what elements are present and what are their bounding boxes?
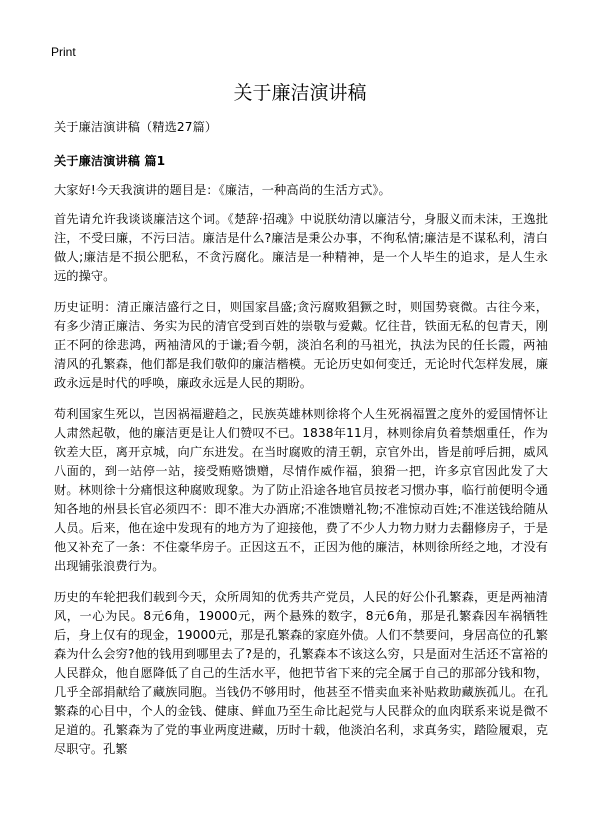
section-heading: 关于廉洁演讲稿 篇1 bbox=[54, 154, 166, 168]
paragraph: 历史证明：清正廉洁盛行之日，则国家昌盛;贪污腐败猖獗之时，则国势衰微。古往今来，有多少清正廉洁、务实为民的清官受到百姓的崇敬与爱戴。忆往昔，铁面无私的包青天，刚正不阿的徐悲鸿，两袖清风的于谦;看今朝，淡泊名利的马祖光，执法为民的任长霞，两袖清风的孔繁森，他们都是我们敬仰的廉洁楷模。无论历史如何变迁，无论时代怎样发展，廉政永远是时代的呼唤，廉政永远是人民的期盼。 bbox=[54, 300, 548, 390]
paragraph: 大家好!今天我演讲的题目是：《廉洁，一种高尚的生活方式》。 bbox=[54, 183, 391, 197]
print-link[interactable]: Print bbox=[51, 45, 76, 59]
paragraph: 苟利国家生死以，岂因祸福避趋之，民族英雄林则徐将个人生死祸福置之度外的爱国情怀让人肃然起敬，他的廉洁更是让人们赞叹不已。1838年11月，林则徐肩负着禁烟重任，作为钦差大臣，离开京城，向广东进发。在当时腐败的清王朝，京官外出，皆是前呼后拥，威风八面的，到一站停一站，接受贿赂馈赠，尽情作威作福，狼猾一把，许多京官因此发了大财。林则徐十分痛恨这种腐败现象。为了防止沿途各地官员按老习惯办事，临行前便明令通知各地的州县长官必须四不：即不准大办酒席;不准馈赠礼物;不准惊动百姓;不准送钱给随从人员。后来，他在途中发现有的地方为了迎接他，费了不少人力物力财力去翻修房子，于是他又补充了一条：不住豪华房子。正因这五不，正因为他的廉洁，林则徐所经之地，才没有出现铺张浪费行为。 bbox=[54, 407, 548, 573]
page-title: 关于廉洁演讲稿 bbox=[233, 82, 367, 104]
article-subtitle: 关于廉洁演讲稿（精选27篇） bbox=[54, 120, 218, 134]
paragraph: 首先请允许我谈谈廉洁这个词。《楚辞·招魂》中说朕幼清以廉洁兮，身服义而未沫，王逸批注，不受曰廉，不污曰洁。廉洁是什么?廉洁是秉公办事，不徇私情;廉洁是不谋私利，清白做人;廉洁是不损公肥私，不贪污腐化。廉洁是一种精神，是一个人毕生的追求，是人生永远的操守。 bbox=[54, 212, 548, 283]
article-body bbox=[54, 118, 548, 771]
paragraph: 历史的车轮把我们载到今天，众所周知的优秀共产党员，人民的好公仆孔繁森，更是两袖清风，一心为民。8元6角，19000元，两个悬殊的数字，8元6角，那是孔繁森因车祸牺牲后，身上仅有的现金，19000元，那是孔繁森的家庭外债。人们不禁要问，身居高位的孔繁森为什么会穷?他的钱用到哪里去了?是的，孔繁森本不该这么穷，只是面对生活还不富裕的人民群众，他自愿降低了自己的生活水平，他把节省下来的完全属于自己的那部分钱和物，几乎全部捐献给了藏族同胞。当钱仍不够用时，他甚至不惜卖血来补贴救助藏族孤儿。在孔繁森的心目中，个人的金钱、健康、鲜血乃至生命比起党与人民群众的血肉联系来说是微不足道的。孔繁森为了党的事业两度进藏，历时十载，他淡泊名利，求真务实，踏险履艰，克尽职守。孔繁 bbox=[54, 590, 548, 756]
